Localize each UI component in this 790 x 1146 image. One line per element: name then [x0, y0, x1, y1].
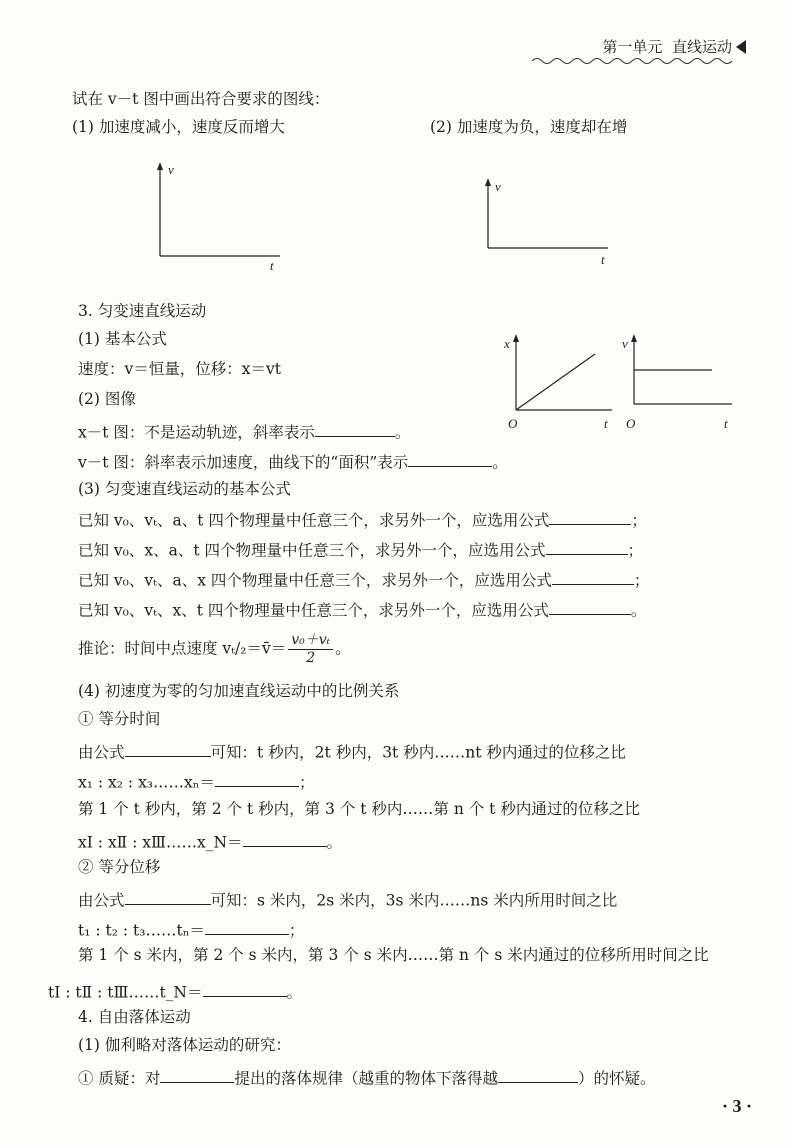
answer-blank[interactable] — [203, 980, 287, 997]
triangle-marker-icon — [736, 40, 746, 54]
equal-displacement-title: ② 等分位移 — [78, 858, 161, 876]
xt-graph-line: x－t 图：不是运动轨迹，斜率表示 。 — [78, 420, 410, 442]
subsection-4: (4) 初速度为零的匀加速直线运动中的比例关系 — [78, 682, 400, 700]
ratio-x-n: x₁ : x₂ : x₃……xₙ＝ ； — [78, 770, 314, 792]
axis-label-origin: O — [508, 416, 518, 431]
answer-blank[interactable] — [215, 770, 299, 787]
equal-displacement-formula-line: 由公式 可知：s 米内，2s 米内，3s 米内……ns 米内所用时间之比 — [78, 888, 617, 910]
answer-blank[interactable] — [498, 1066, 578, 1083]
answer-blank[interactable] — [546, 538, 628, 555]
answer-blank[interactable] — [549, 508, 631, 525]
fraction: $\frac{\text{v₀＋vₜ}}{2}$ — [288, 632, 333, 667]
ratio-t-n: t₁ : t₂ : t₃……tₙ＝ ； — [78, 918, 304, 940]
unit-label: 第一单元 — [602, 38, 663, 56]
equal-time-formula-line: 由公式 可知：t 秒内，2t 秒内，3t 秒内……nt 秒内通过的位移之比 — [78, 740, 626, 762]
answer-blank[interactable] — [243, 830, 327, 847]
running-header — [602, 38, 732, 56]
answer-blank[interactable] — [549, 598, 631, 615]
known-v0-vt-x-t: 已知 v₀、vₜ、x、t 四个物理量中任意三个，求另外一个，应选用公式 。 — [78, 598, 646, 620]
xt-graph — [500, 332, 620, 432]
answer-blank[interactable] — [205, 918, 289, 935]
ratio-t-roman: tⅠ : tⅡ : tⅢ……t_N＝ 。 — [48, 980, 302, 1002]
midpoint-velocity-formula: 推论：时间中点速度 vₜ/₂＝v̄＝ $\frac{\text{v₀＋vₜ}}{2}$ 。 — [78, 632, 351, 666]
section-3-title: 3. 匀变速直线运动 — [78, 302, 207, 320]
answer-blank[interactable] — [160, 1066, 234, 1083]
axis-label-v: v — [495, 179, 501, 194]
section-4-title: 4. 自由落体运动 — [78, 1008, 191, 1026]
axis-label-t: t — [270, 258, 274, 270]
subsection-1: (1) 基本公式 — [78, 330, 167, 348]
unit-title: 直线运动 — [671, 38, 732, 56]
axis-label-v: v — [622, 336, 628, 351]
vt-graph-line: v－t 图：斜率表示加速度，曲线下的“面积”表示 。 — [78, 450, 508, 472]
nth-s-interval-line: 第 1 个 s 米内，第 2 个 s 米内，第 3 个 s 米内……第 n 个 s 米内通过的位移所用时间之比 — [78, 946, 709, 964]
item-2-text: (2) 加速度为负，速度却在增 — [430, 118, 628, 136]
axis-label-t: t — [724, 416, 728, 431]
galileo-research: (1) 伽利略对落体运动的研究： — [78, 1036, 291, 1054]
item-1-text: (1) 加速度减小，速度反而增大 — [72, 118, 285, 136]
page-number: · 3 · — [721, 1096, 752, 1116]
axis-label-x: x — [504, 336, 510, 351]
xt-line-mark — [516, 354, 595, 410]
axis-label-t: t — [604, 416, 608, 431]
vt-constant-graph — [620, 332, 740, 432]
subsection-2: (2) 图像 — [78, 390, 136, 408]
galileo-question-line: ① 质疑：对 提出的落体规律（越重的物体下落得越 ）的怀疑。 — [78, 1066, 655, 1088]
answer-blank[interactable] — [125, 740, 211, 757]
vt-graph-blank-2 — [478, 176, 618, 272]
equal-time-title: ① 等分时间 — [78, 710, 161, 728]
axis-label-t: t — [601, 252, 605, 267]
wavy-underline — [532, 56, 732, 66]
vt-graph-blank-1 — [150, 160, 290, 270]
answer-blank[interactable] — [125, 888, 211, 905]
known-v0-vt-a-t: 已知 v₀、vₜ、a、t 四个物理量中任意三个，求另外一个，应选用公式 ； — [78, 508, 647, 530]
subsection-3: (3) 匀变速直线运动的基本公式 — [78, 480, 291, 498]
instruction-vt: 试在 v－t 图中画出符合要求的图线： — [72, 90, 330, 108]
velocity-formula: 速度：v＝恒量，位移：x＝vt — [78, 360, 281, 378]
axis-label-v: v — [168, 162, 174, 177]
axis-label-origin: O — [626, 416, 636, 431]
ratio-x-roman: xⅠ : xⅡ : xⅢ……x_N＝ 。 — [78, 830, 342, 852]
answer-blank[interactable] — [408, 450, 492, 467]
answer-blank[interactable] — [315, 420, 395, 437]
nth-interval-line: 第 1 个 t 秒内，第 2 个 t 秒内，第 3 个 t 秒内……第 n 个 t 秒内通过的位移之比 — [78, 800, 640, 818]
known-v0-vt-a-x: 已知 v₀、vₜ、a、x 四个物理量中任意三个，求另外一个，应选用公式 ； — [78, 568, 649, 590]
answer-blank[interactable] — [552, 568, 634, 585]
known-v0-x-a-t: 已知 v₀、x、a、t 四个物理量中任意三个，求另外一个，应选用公式 ； — [78, 538, 643, 560]
